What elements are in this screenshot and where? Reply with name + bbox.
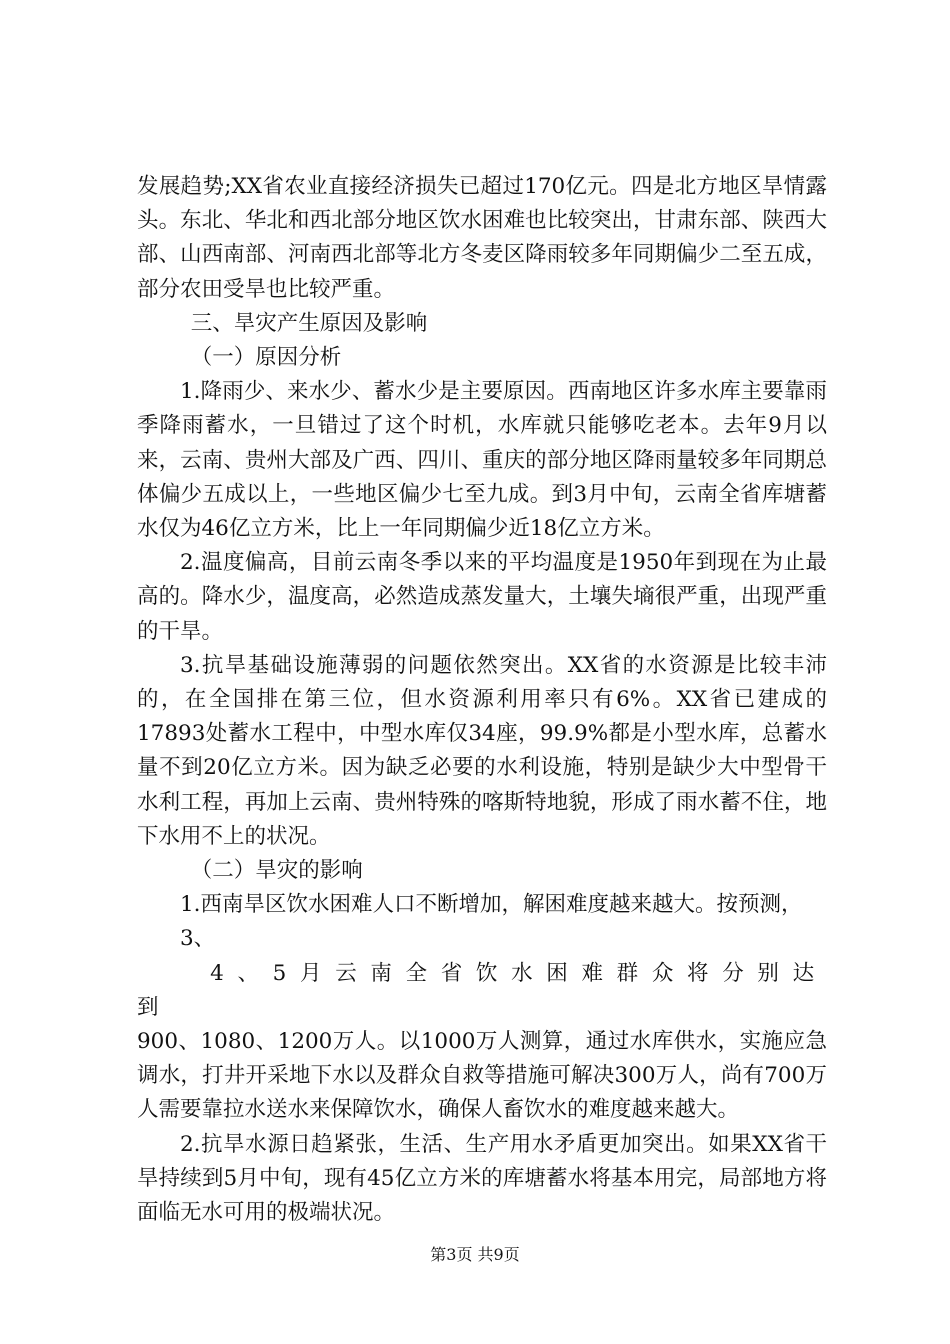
section-heading-causes-and-impact: 三、旱灾产生原因及影响 [190, 310, 428, 336]
subsection-heading-impact: （二）旱灾的影响 [190, 858, 363, 884]
paragraph-fragment-3: 3、 [180, 926, 216, 952]
paragraph-cause-3: 3.抗旱基础设施薄弱的问题依然突出。XX省的水资源是比较丰沛的，在全国排在第三位，但水资源利用率只有6%。XX省已建成的17893处蓄水工程中，中型水库仅34座，99.9%都是小型水库，总蓄水量不到20亿立方米。因为缺乏必要的水利设施，特别是缺少大中型骨干水利工程，再加上云南、贵州特殊的喀斯特地貌，形成了雨水蓄不住，地下水用不上的状况。 [137, 652, 827, 849]
paragraph-cause-1: 1.降雨少、来水少、蓄水少是主要原因。西南地区许多水库主要靠雨季降雨蓄水，一旦错过了这个时机，水库就只能够吃老本。去年9月以来，云南、贵州大部及广西、四川、重庆的部分地区降雨量较多年同期总体偏少五成以上，一些地区偏少七至九成。到3月中旬，云南全省库塘蓄水仅为46亿立方米，比上一年同期偏少近18亿立方米。 [137, 379, 827, 542]
paragraph-cause-2: 2.温度偏高，目前云南冬季以来的平均温度是1950年到现在为止最高的。降水少，温度高，必然造成蒸发量大，土壤失墒很严重，出现严重的干旱。 [137, 550, 827, 644]
paragraph-continuation: 发展趋势;XX省农业直接经济损失已超过170亿元。四是北方地区旱情露头。东北、华北和西北部分地区饮水困难也比较突出，甘肃东部、陕西大部、山西南部、河南西北部等北方冬麦区降雨较多年同期偏少二至五成，部分农田受旱也比较严重。 [137, 174, 827, 302]
subsection-heading-cause-analysis: （一）原因分析 [190, 345, 342, 371]
paragraph-impact-1-continued: 900、1080、1200万人。以1000万人测算，通过水库供水，实施应急调水，打井开采地下水以及群众自救等措施可解决300万人，尚有700万人需要靠拉水送水来保障饮水，确保人畜饮水的难度越来越大。 [137, 1029, 827, 1123]
document-body [137, 170, 827, 1230]
paragraph-impact-2: 2.抗旱水源日趋紧张，生活、生产用水矛盾更加突出。如果XX省干旱持续到5月中旬，现有45亿立方米的库塘蓄水将基本用完，局部地方将面临无水可用的极端状况。 [137, 1131, 827, 1226]
paragraph-fragment-4-5: 4、5月云南全省饮水困难群众将分别达到 [137, 960, 827, 1020]
paragraph-impact-1: 1.西南旱区饮水困难人口不断增加，解困难度越来越大。按预测， [180, 892, 803, 918]
page-footer: 第3页 共9页 [430, 1245, 520, 1264]
